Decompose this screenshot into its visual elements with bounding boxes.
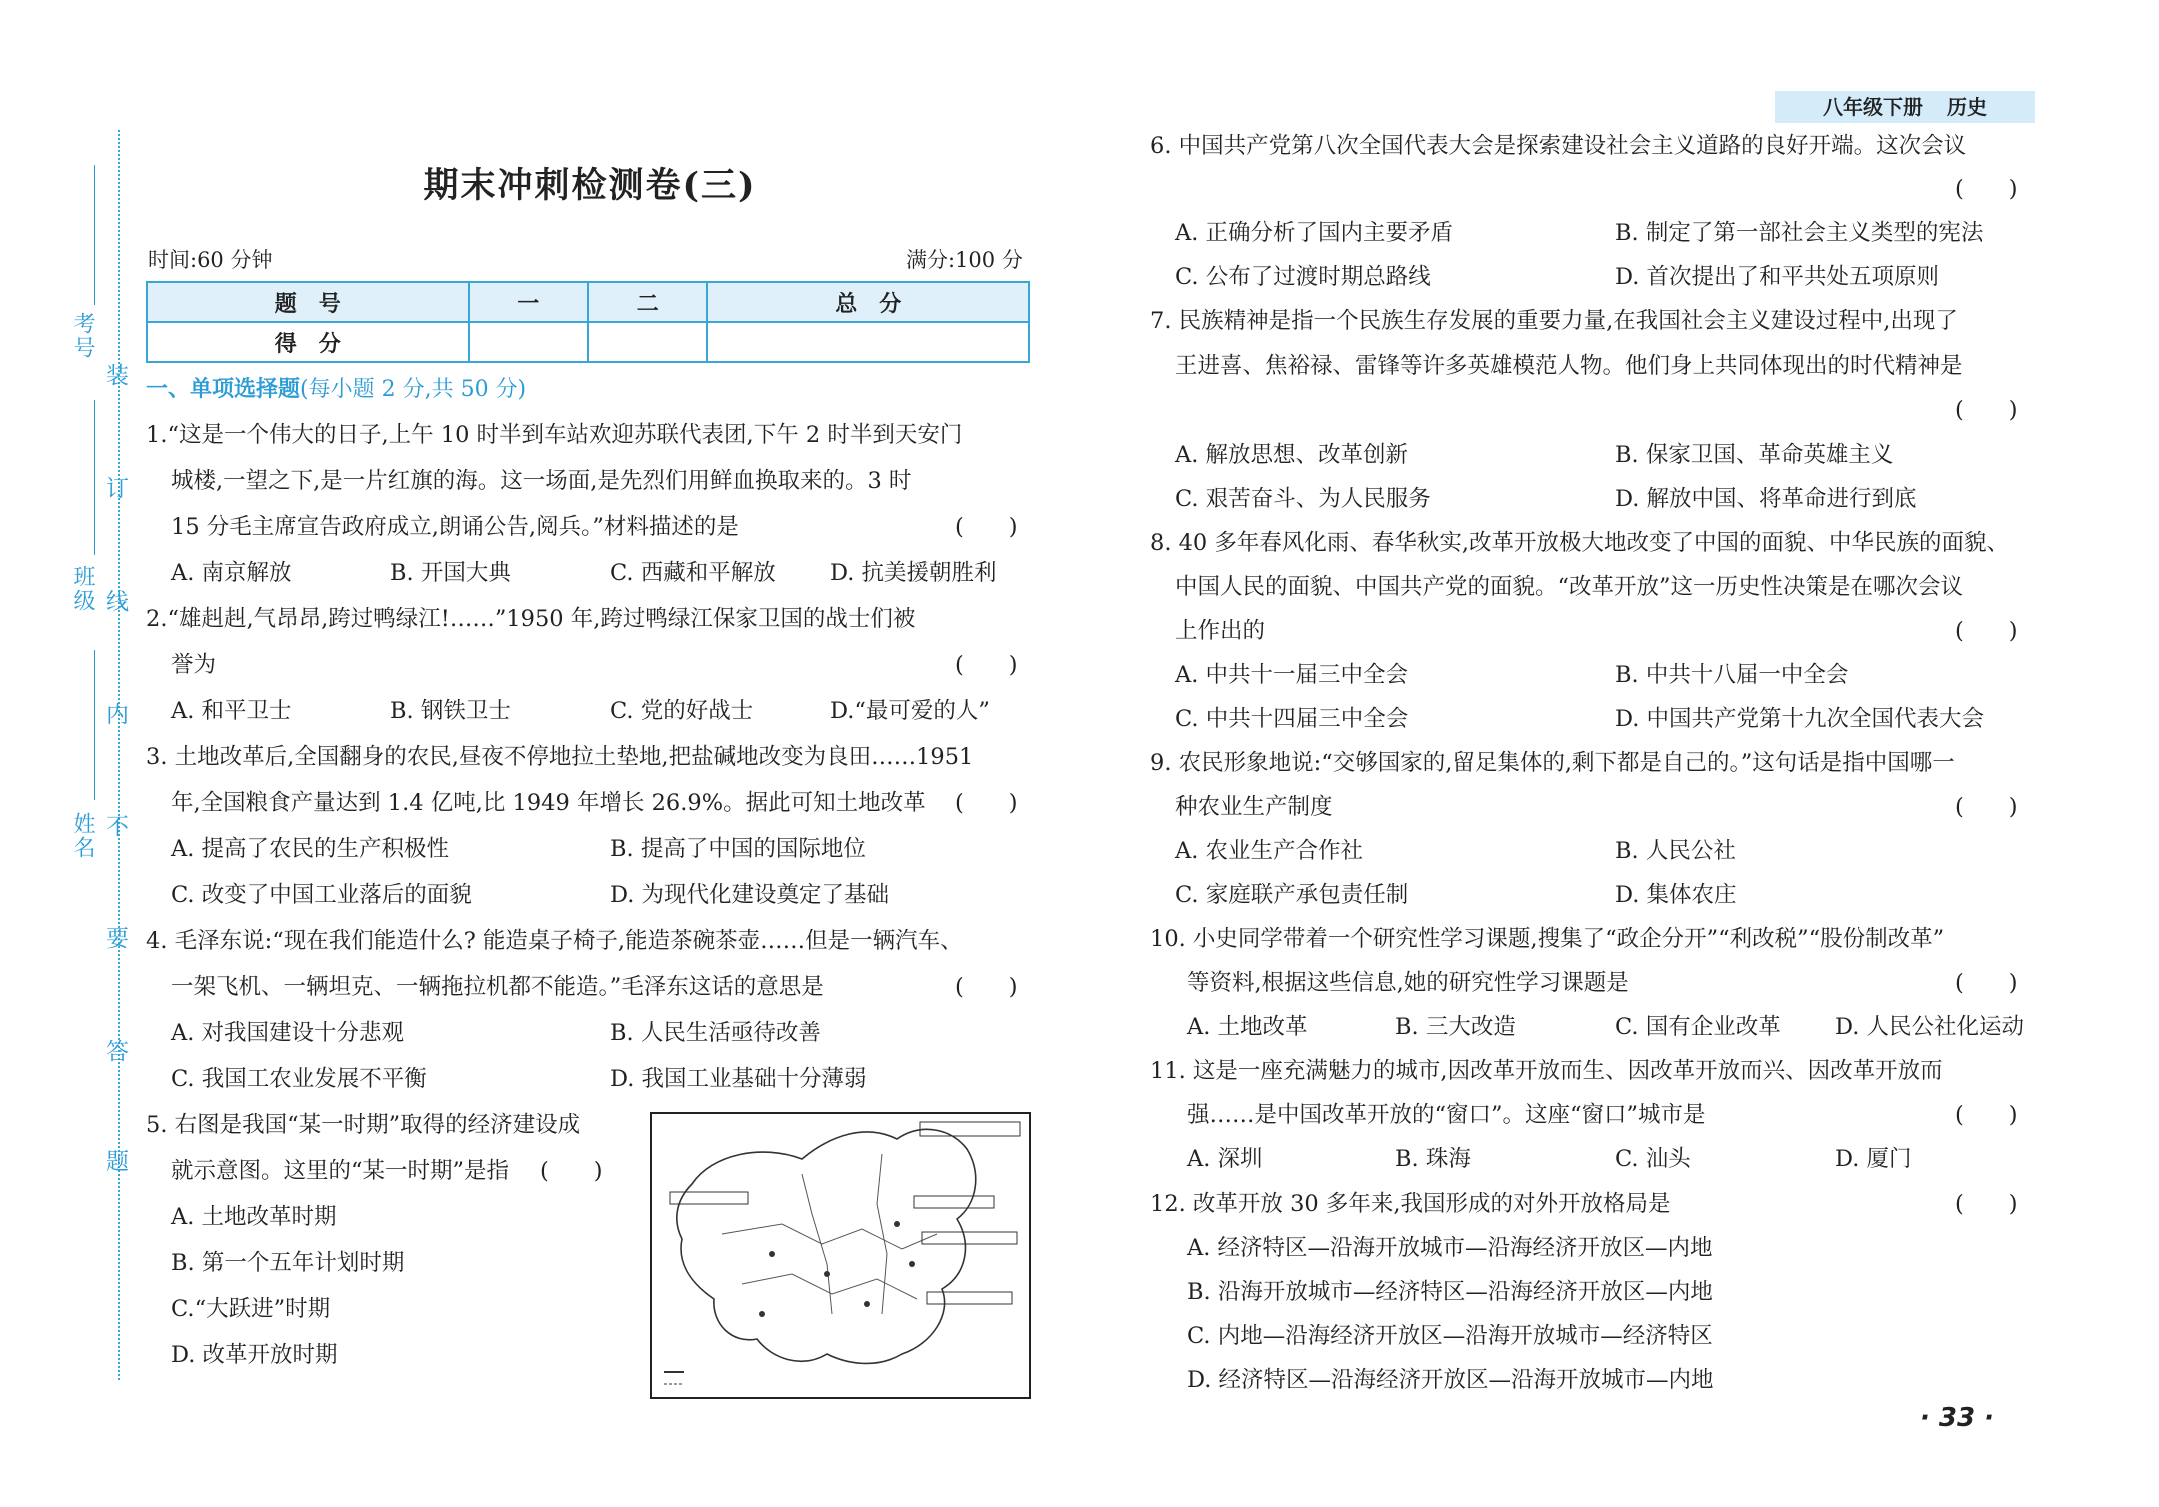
option[interactable]: C. 改变了中国工业落后的面貌 [171, 882, 472, 908]
score-cell: 二 [588, 282, 707, 322]
option[interactable]: A. 土地改革时期 [171, 1204, 337, 1230]
question-line: 12. 改革开放 30 多年来,我国形成的对外开放格局是 [1150, 1191, 1671, 1217]
option[interactable]: A. 深圳 [1187, 1146, 1263, 1172]
answer-paren[interactable]: ( ) [1955, 397, 2018, 423]
field-line-name [94, 650, 95, 800]
question-line: 一架飞机、一辆坦克、一辆拖拉机都不能造。”毛泽东这话的意思是 [171, 974, 824, 1000]
question-line: 种农业生产制度 [1175, 794, 1333, 820]
option[interactable]: A. 正确分析了国内主要矛盾 [1175, 220, 1454, 246]
question-line: 就示意图。这里的“某一时期”是指 [171, 1158, 510, 1184]
page-number: · 33 · [1920, 1403, 1995, 1433]
option[interactable]: B. 开国大典 [390, 560, 511, 586]
binding-char: 线 [106, 589, 129, 615]
option[interactable]: D. 我国工业基础十分薄弱 [610, 1066, 867, 1092]
china-economic-map [650, 1112, 1031, 1399]
question-line: 强……是中国改革开放的“窗口”。这座“窗口”城市是 [1187, 1102, 1706, 1128]
option[interactable]: D. 解放中国、将革命进行到底 [1615, 486, 1917, 512]
field-line-exam-number [94, 165, 95, 305]
question-line: 1.“这是一个伟大的日子,上午 10 时半到车站欢迎苏联代表团,下午 2 时半到天安门 [146, 422, 963, 448]
option[interactable]: B. 三大改造 [1395, 1014, 1516, 1040]
option[interactable]: B. 制定了第一部社会主义类型的宪法 [1615, 220, 1984, 246]
question-line: 11. 这是一座充满魅力的城市,因改革开放而生、因改革开放而兴、因改革开放而 [1150, 1058, 1943, 1084]
option[interactable]: D.“最可爱的人” [830, 698, 990, 724]
field-label-name: 姓名 [70, 812, 95, 860]
option[interactable]: B. 第一个五年计划时期 [171, 1250, 405, 1276]
option[interactable]: D. 首次提出了和平共处五项原则 [1615, 264, 1940, 290]
score-input-cell[interactable] [707, 322, 1029, 362]
question-line: 等资料,根据这些信息,她的研究性学习课题是 [1187, 970, 1629, 996]
answer-paren[interactable]: ( ) [1955, 1102, 2018, 1128]
binding-dotted-line [118, 130, 120, 1380]
option[interactable]: C. 艰苦奋斗、为人民服务 [1175, 486, 1431, 512]
question-line: 3. 土地改革后,全国翻身的农民,昼夜不停地拉土垫地,把盐碱地改变为良田……1951 [146, 744, 974, 770]
option[interactable]: D. 中国共产党第十九次全国代表大会 [1615, 706, 1985, 732]
binding-char: 不 [106, 814, 129, 840]
exam-title: 期末冲刺检测卷(三) [423, 165, 757, 206]
answer-paren[interactable]: ( ) [955, 514, 1018, 540]
question-line: 8. 40 多年春风化雨、春华秋实,改革开放极大地改变了中国的面貌、中华民族的面貌、 [1150, 530, 2010, 556]
option[interactable]: B. 人民生活亟待改善 [610, 1020, 821, 1046]
map-drawing [652, 1114, 1029, 1397]
option[interactable]: A. 提高了农民的生产积极性 [171, 836, 450, 862]
option[interactable]: B. 沿海开放城市—经济特区—沿海经济开放区—内地 [1187, 1279, 1713, 1305]
answer-paren[interactable]: ( ) [1955, 618, 2018, 644]
option[interactable]: D. 为现代化建设奠定了基础 [610, 882, 890, 908]
option[interactable]: C.“大跃进”时期 [171, 1296, 331, 1322]
question-line: 9. 农民形象地说:“交够国家的,留足集体的,剩下都是自己的。”这句话是指中国哪一 [1150, 750, 1955, 776]
option[interactable]: C. 西藏和平解放 [610, 560, 776, 586]
header-grade: 八年级下册 [1823, 95, 1923, 119]
option[interactable]: B. 人民公社 [1615, 838, 1736, 864]
score-input-cell[interactable] [469, 322, 588, 362]
question-line: 中国人民的面貌、中国共产党的面貌。“改革开放”这一历史性决策是在哪次会议 [1175, 574, 1964, 600]
question-line: 城楼,一望之下,是一片红旗的海。这一场面,是先烈们用鲜血换取来的。3 时 [171, 468, 912, 494]
answer-paren[interactable]: ( ) [1955, 794, 2018, 820]
option[interactable]: B. 中共十八届一中全会 [1615, 662, 1849, 688]
option[interactable]: B. 保家卫国、革命英雄主义 [1615, 442, 1894, 468]
option[interactable]: B. 提高了中国的国际地位 [610, 836, 866, 862]
option[interactable]: A. 南京解放 [171, 560, 292, 586]
binding-char: 答 [106, 1039, 129, 1065]
field-line-class [94, 400, 95, 555]
question-line: 年,全国粮食产量达到 1.4 亿吨,比 1949 年增长 26.9%。据此可知土地改革 [171, 790, 926, 816]
answer-paren[interactable]: ( ) [1955, 176, 2018, 202]
section-title-text: 一、单项选择题 [146, 376, 301, 402]
binding-char: 要 [106, 926, 129, 952]
section-title-note: (每小题 2 分,共 50 分) [300, 377, 527, 402]
score-cell: 一 [469, 282, 588, 322]
option[interactable]: C. 中共十四届三中全会 [1175, 706, 1409, 732]
option[interactable]: A. 解放思想、改革创新 [1175, 442, 1409, 468]
binding-char: 内 [106, 702, 129, 728]
option[interactable]: C. 公布了过渡时期总路线 [1175, 264, 1431, 290]
score-input-cell[interactable] [588, 322, 707, 362]
question-line: 4. 毛泽东说:“现在我们能造什么? 能造桌子椅子,能造茶碗茶壶……但是一辆汽车、 [146, 928, 963, 954]
option[interactable]: D. 改革开放时期 [171, 1342, 338, 1368]
exam-full-score: 满分:100 分 [906, 248, 1023, 272]
header-subject: 历史 [1947, 95, 1987, 119]
option[interactable]: B. 珠海 [1395, 1146, 1471, 1172]
section-title [146, 372, 526, 403]
question-line: 10. 小史同学带着一个研究性学习课题,搜集了“政企分开”“利改税”“股份制改革” [1150, 926, 1945, 952]
option[interactable]: A. 中共十一届三中全会 [1175, 662, 1409, 688]
binding-char: 订 [106, 476, 129, 502]
field-label-exam-number: 考号 [70, 312, 95, 360]
question-line: 6. 中国共产党第八次全国代表大会是探索建设社会主义道路的良好开端。这次会议 [1150, 133, 1967, 159]
score-cell: 题 号 [147, 282, 469, 322]
exam-time: 时间:60 分钟 [148, 248, 273, 272]
option[interactable]: D. 厦门 [1835, 1146, 1912, 1172]
score-table-score-row [147, 322, 1029, 362]
field-label-class: 班级 [70, 565, 95, 613]
question-line: 7. 民族精神是指一个民族生存发展的重要力量,在我国社会主义建设过程中,出现了 [1150, 308, 1958, 334]
option[interactable]: C. 内地—沿海经济开放区—沿海开放城市—经济特区 [1187, 1323, 1713, 1349]
option[interactable]: C. 党的好战士 [610, 698, 754, 724]
score-table [146, 281, 1030, 363]
option[interactable]: B. 钢铁卫士 [390, 698, 511, 724]
option[interactable]: A. 对我国建设十分悲观 [171, 1020, 405, 1046]
option[interactable]: A. 土地改革 [1187, 1014, 1308, 1040]
question-line: 上作出的 [1175, 618, 1266, 644]
option[interactable]: D. 经济特区—沿海经济开放区—沿海开放城市—内地 [1187, 1367, 1714, 1393]
answer-paren[interactable]: ( ) [955, 790, 1018, 816]
header-tag [1775, 91, 2035, 123]
question-line: 2.“雄赳赳,气昂昂,跨过鸭绿江!……”1950 年,跨过鸭绿江保家卫国的战士们被 [146, 606, 916, 632]
question-line: 王进喜、焦裕禄、雷锋等许多英雄模范人物。他们身上共同体现出的时代精神是 [1175, 353, 1963, 379]
option[interactable]: C. 国有企业改革 [1615, 1014, 1781, 1040]
option[interactable]: D. 抗美援朝胜利 [830, 560, 997, 586]
binding-char: 题 [106, 1149, 129, 1175]
option[interactable]: C. 家庭联产承包责任制 [1175, 882, 1409, 908]
score-cell: 得 分 [147, 322, 469, 362]
option[interactable]: A. 农业生产合作社 [1175, 838, 1364, 864]
option[interactable]: C. 汕头 [1615, 1146, 1691, 1172]
answer-paren[interactable]: ( ) [540, 1158, 603, 1184]
answer-paren[interactable]: ( ) [1955, 1191, 2018, 1217]
answer-paren[interactable]: ( ) [955, 652, 1018, 678]
option[interactable]: A. 经济特区—沿海开放城市—沿海经济开放区—内地 [1187, 1235, 1713, 1261]
question-line: 誉为 [171, 652, 217, 678]
question-line: 5. 右图是我国“某一时期”取得的经济建设成 [146, 1112, 581, 1138]
binding-char: 装 [106, 363, 129, 389]
answer-paren[interactable]: ( ) [955, 974, 1018, 1000]
option[interactable]: D. 人民公社化运动 [1835, 1014, 2025, 1040]
option[interactable]: C. 我国工农业发展不平衡 [171, 1066, 427, 1092]
answer-paren[interactable]: ( ) [1955, 970, 2018, 996]
score-table-header-row [147, 282, 1029, 322]
question-line: 15 分毛主席宣告政府成立,朗诵公告,阅兵。”材料描述的是 [171, 514, 739, 540]
option[interactable]: A. 和平卫士 [171, 698, 292, 724]
score-cell: 总 分 [707, 282, 1029, 322]
option[interactable]: D. 集体农庄 [1615, 882, 1737, 908]
